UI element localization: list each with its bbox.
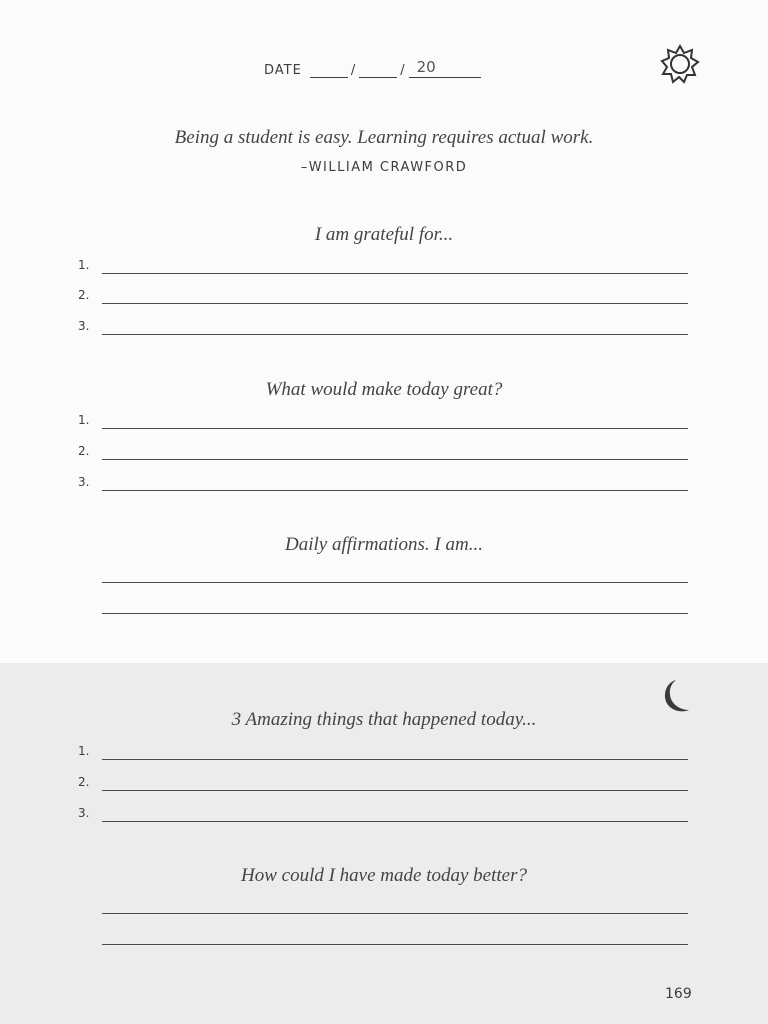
amazing-line-3[interactable] [78,806,688,822]
amazing-line-1[interactable] [78,744,688,760]
writing-line [102,582,688,583]
today-great-line-1[interactable] [78,413,688,429]
grateful-line-3[interactable] [78,319,688,335]
affirmations-heading: Daily affirmations. I am... [285,534,483,555]
line-number: 3. [78,475,90,489]
better-heading: How could I have made today better? [241,865,527,886]
writing-line [102,790,688,791]
line-number: 2. [78,444,90,458]
amazing-things-heading: 3 Amazing things that happened today... [231,709,537,730]
line-number: 3. [78,806,90,820]
better-line-1[interactable] [78,898,688,914]
date-month-field[interactable] [310,62,348,78]
date-day-field[interactable] [359,62,397,78]
date-line [264,58,481,78]
sun-icon [660,44,700,84]
writing-line [102,303,688,304]
quote-author: –WILLIAM CRAWFORD [300,160,468,175]
affirmations-line-2[interactable] [78,598,688,614]
grateful-line-1[interactable] [78,258,688,274]
date-label: DATE [264,63,302,78]
writing-line [102,944,688,945]
line-number: 3. [78,319,90,333]
page-number: 169 [665,986,692,1002]
writing-line [102,273,688,274]
line-number: 1. [78,258,90,272]
writing-line [102,759,688,760]
date-year-field[interactable] [409,58,481,78]
writing-line [102,613,688,614]
writing-line [102,459,688,460]
date-separator: / [400,63,406,78]
better-line-2[interactable] [78,929,688,945]
quote-text: Being a student is easy. Learning requires actual work. [174,127,594,148]
line-number: 2. [78,775,90,789]
today-great-line-2[interactable] [78,444,688,460]
line-number: 1. [78,413,90,427]
writing-line [102,428,688,429]
year-prefix: 20 [416,58,436,76]
writing-line [102,913,688,914]
date-separator: / [350,63,357,78]
line-number: 1. [78,744,90,758]
today-great-line-3[interactable] [78,475,688,491]
writing-line [102,821,688,822]
today-great-heading: What would make today great? [265,379,503,400]
writing-line [102,334,688,335]
grateful-heading: I am grateful for... [314,224,454,245]
amazing-line-2[interactable] [78,775,688,791]
line-number: 2. [78,288,90,302]
writing-line [102,490,688,491]
affirmations-line-1[interactable] [78,567,688,583]
grateful-line-2[interactable] [78,288,688,304]
